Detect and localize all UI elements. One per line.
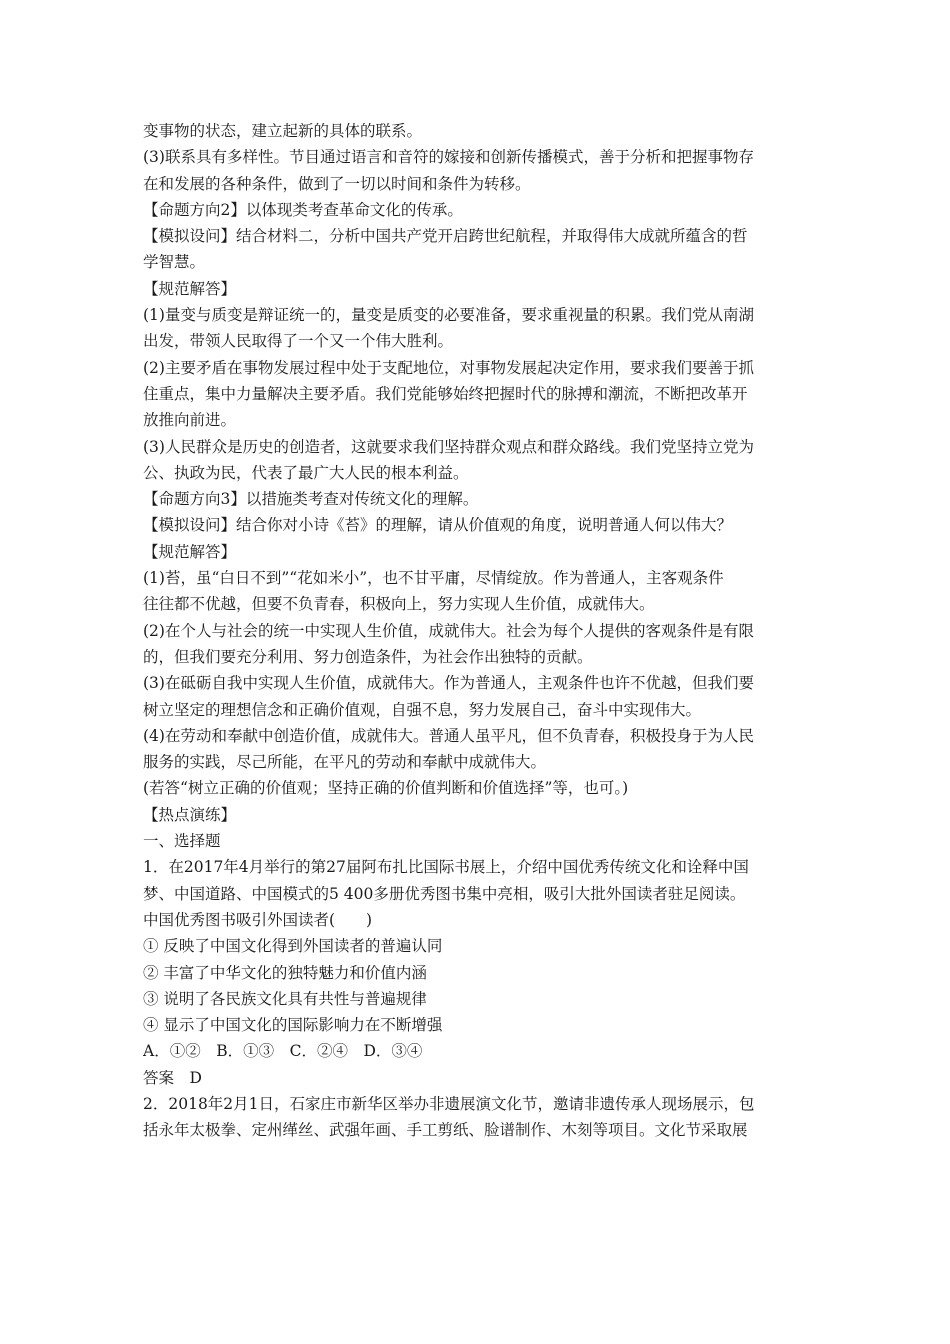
section-heading: 【规范解答】 <box>143 542 237 561</box>
question-text: 中国优秀图书吸引外国读者( ) <box>143 910 373 929</box>
question-text: 1．在2017年4月举行的第27届阿布扎比国际书展上，介绍中国优秀传统文化和诠释中国 <box>143 858 749 877</box>
text-line: (3)在砥砺自我中实现人生价值，成就伟大。作为普通人，主观条件也许不优越，但我们要 <box>143 674 754 693</box>
text-line: 公、执政为民，代表了最广大人民的根本利益。 <box>143 463 469 482</box>
text-line: (3)联系具有多样性。节目通过语言和音符的嫁接和创新传播模式，善于分析和把握事物存 <box>143 148 754 167</box>
text-line: (4)在劳动和奉献中创造价值，成就伟大。普通人虽平凡，但不负青春，积极投身于为人民 <box>143 726 754 745</box>
section-heading: 一、选择题 <box>143 832 221 851</box>
text-line: 变事物的状态，建立起新的具体的联系。 <box>143 122 423 140</box>
option-item: ② 丰富了中华文化的独特魅力和价值内涵 <box>143 963 427 982</box>
option-item: ① 反映了中国文化得到外国读者的普遍认同 <box>143 937 443 956</box>
text-line: 【模拟设问】结合材料二，分析中国共产党开启跨世纪航程，并取得伟大成就所蕴含的哲 <box>143 227 748 246</box>
text-line: 的，但我们要充分利用、努力创造条件，为社会作出独特的贡献。 <box>143 647 593 666</box>
answer-choices: A．①② B．①③ C．②④ D．③④ <box>143 1042 423 1061</box>
answer-line: 答案 D <box>143 1068 202 1087</box>
text-line: (1)量变与质变是辩证统一的，量变是质变的必要准备，要求重视量的积累。我们党从南湖 <box>143 306 754 325</box>
question-text: 2．2018年2月1日，石家庄市新华区举办非遗展演文化节，邀请非遗传承人现场展示，包 <box>143 1094 755 1113</box>
text-line: 【模拟设问】结合你对小诗《苔》的理解，请从价值观的角度，说明普通人何以伟大？ <box>143 516 733 535</box>
text-line: 树立坚定的理想信念和正确价值观，自强不息，努力发展自己，奋斗中实现伟大。 <box>143 700 702 719</box>
text-line: 放推向前进。 <box>143 411 237 430</box>
text-line: (3)人民群众是历史的创造者，这就要求我们坚持群众观点和群众路线。我们党坚持立党为 <box>143 437 754 456</box>
question-text: 括永年太极拳、定州缂丝、武强年画、手工剪纸、脸谱制作、木刻等项目。文化节采取展 <box>143 1121 748 1140</box>
text-line: (2)主要矛盾在事物发展过程中处于支配地位，对事物发展起决定作用，要求我们要善于抓 <box>143 358 754 377</box>
section-heading: 【规范解答】 <box>143 279 237 298</box>
section-heading: 【热点演练】 <box>143 805 237 824</box>
question-text: 梦、中国道路、中国模式的5 400多册优秀图书集中亮相，吸引大批外国读者驻足阅读。 <box>143 884 746 903</box>
text-line: 住重点，集中力量解决主要矛盾。我们党能够始终把握时代的脉搏和潮流，不断把改革开 <box>143 384 748 403</box>
option-item: ④ 显示了中国文化的国际影响力在不断增强 <box>143 1016 443 1035</box>
section-heading: 【命题方向2】以体现类考查革命文化的传承。 <box>143 200 463 219</box>
option-item: ③ 说明了各民族文化具有共性与普遍规律 <box>143 989 427 1008</box>
text-line: (1)苔，虽“白日不到”“花如米小”，也不甘平庸，尽情绽放。作为普通人，主客观条件 <box>143 569 724 588</box>
text-line: 在和发展的各种条件，做到了一切以时间和条件为转移。 <box>143 174 531 193</box>
text-line: (若答“树立正确的价值观；坚持正确的价值判断和价值选择”等，也可。) <box>143 779 629 798</box>
section-heading: 【命题方向3】以措施类考查对传统文化的理解。 <box>143 490 479 509</box>
text-line: 学智慧。 <box>143 253 206 272</box>
text-line: (2)在个人与社会的统一中实现人生价值，成就伟大。社会为每个人提供的客观条件是有限 <box>143 621 754 640</box>
text-line: 服务的实践，尽己所能，在平凡的劳动和奉献中成就伟大。 <box>143 753 547 772</box>
text-line: 往往都不优越，但要不负青春，积极向上，努力实现人生价值，成就伟大。 <box>143 595 655 614</box>
text-line: 出发，带领人民取得了一个又一个伟大胜利。 <box>143 332 454 351</box>
